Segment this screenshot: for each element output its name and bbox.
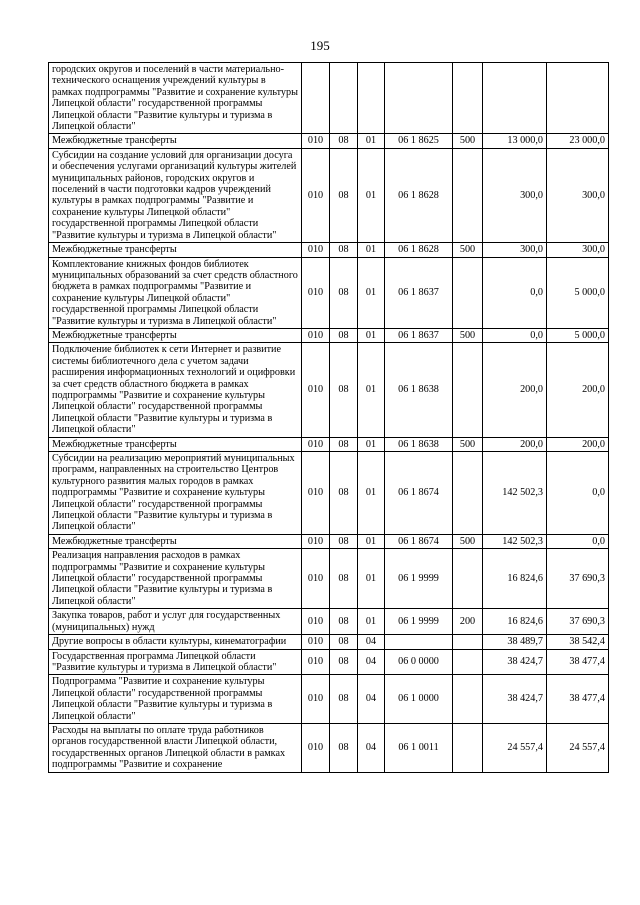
expense-type-cell: 200 (453, 609, 483, 635)
table-row (49, 437, 609, 451)
ministry-code-cell: 010 (302, 723, 330, 772)
ministry-code-cell: 010 (302, 649, 330, 675)
row-name-cell: Межбюджетные трансферты (49, 534, 302, 548)
expense-type-cell: 500 (453, 534, 483, 548)
table-row (49, 609, 609, 635)
section-code-cell: 08 (330, 243, 358, 257)
amount-year2-cell: 5 000,0 (547, 257, 609, 328)
ministry-code-cell: 010 (302, 343, 330, 437)
ministry-code-cell: 010 (302, 452, 330, 535)
expense-type-cell (453, 549, 483, 609)
subsection-code-cell: 01 (358, 549, 385, 609)
ministry-code-cell: 010 (302, 675, 330, 724)
amount-year1-cell: 300,0 (483, 148, 547, 242)
row-name-cell: Другие вопросы в области культуры, кинематографии (49, 635, 302, 649)
ministry-code-cell (302, 63, 330, 134)
ministry-code-cell: 010 (302, 635, 330, 649)
amount-year2-cell: 37 690,3 (547, 549, 609, 609)
subsection-code-cell: 04 (358, 649, 385, 675)
ministry-code-cell: 010 (302, 243, 330, 257)
amount-year1-cell: 142 502,3 (483, 534, 547, 548)
amount-year1-cell: 142 502,3 (483, 452, 547, 535)
amount-year1-cell (483, 63, 547, 134)
subsection-code-cell: 01 (358, 534, 385, 548)
amount-year1-cell: 38 489,7 (483, 635, 547, 649)
table-row (49, 649, 609, 675)
amount-year1-cell: 16 824,6 (483, 609, 547, 635)
expense-type-cell (453, 635, 483, 649)
row-name-cell: Межбюджетные трансферты (49, 243, 302, 257)
target-article-cell: 06 1 0011 (385, 723, 453, 772)
expense-type-cell (453, 257, 483, 328)
ministry-code-cell: 010 (302, 148, 330, 242)
subsection-code-cell: 01 (358, 148, 385, 242)
section-code-cell (330, 63, 358, 134)
expense-type-cell (453, 343, 483, 437)
amount-year1-cell: 300,0 (483, 243, 547, 257)
amount-year2-cell (547, 63, 609, 134)
row-name-cell: Межбюджетные трансферты (49, 328, 302, 342)
subsection-code-cell: 01 (358, 243, 385, 257)
table-row (49, 452, 609, 535)
expense-type-cell (453, 649, 483, 675)
table-row (49, 343, 609, 437)
section-code-cell: 08 (330, 452, 358, 535)
expense-type-cell (453, 675, 483, 724)
section-code-cell: 08 (330, 635, 358, 649)
section-code-cell: 08 (330, 609, 358, 635)
table-row (49, 723, 609, 772)
amount-year2-cell: 0,0 (547, 534, 609, 548)
expense-type-cell (453, 148, 483, 242)
target-article-cell: 06 1 8637 (385, 257, 453, 328)
expense-type-cell: 500 (453, 134, 483, 148)
row-name-cell: Реализация направления расходов в рамках подпрограммы "Развитие и сохранение культуры Липецкой области" государственной программы Липецкой области "Развитие культуры и туризма в Липецкой области" (49, 549, 302, 609)
amount-year2-cell: 300,0 (547, 243, 609, 257)
section-code-cell: 08 (330, 549, 358, 609)
target-article-cell: 06 1 8625 (385, 134, 453, 148)
section-code-cell: 08 (330, 649, 358, 675)
target-article-cell: 06 1 9999 (385, 609, 453, 635)
subsection-code-cell: 01 (358, 328, 385, 342)
expense-type-cell: 500 (453, 328, 483, 342)
target-article-cell (385, 635, 453, 649)
table-row (49, 549, 609, 609)
budget-table (48, 62, 609, 773)
row-name-cell: Подключение библиотек к сети Интернет и развитие системы библиотечного дела с учетом задачи расширения информационных технологий и оцифровки за счет средств областного бюджета в рамках подпрограммы "Развитие и сохранение культуры Липецкой области" государственной программы Липецкой области "Развитие культуры и туризма в Липецкой области" (49, 343, 302, 437)
row-name-cell: Субсидии на создание условий для организации досуга и обеспечения услугами организаций культуры жителей муниципальных районов, городских округов и поселений в части подготовки кадров учреждений культуры в рамках подпрограммы "Развитие и сохранение культуры Липецкой области" государственной программы Липецкой области "Развитие культуры и туризма в Липецкой области" (49, 148, 302, 242)
amount-year1-cell: 13 000,0 (483, 134, 547, 148)
table-row (49, 63, 609, 134)
target-article-cell: 06 0 0000 (385, 649, 453, 675)
section-code-cell: 08 (330, 675, 358, 724)
section-code-cell: 08 (330, 134, 358, 148)
ministry-code-cell: 010 (302, 549, 330, 609)
table-row (49, 635, 609, 649)
subsection-code-cell: 01 (358, 343, 385, 437)
target-article-cell: 06 1 8674 (385, 534, 453, 548)
target-article-cell: 06 1 8637 (385, 328, 453, 342)
amount-year2-cell: 5 000,0 (547, 328, 609, 342)
table-row (49, 675, 609, 724)
section-code-cell: 08 (330, 534, 358, 548)
amount-year2-cell: 300,0 (547, 148, 609, 242)
subsection-code-cell: 01 (358, 452, 385, 535)
target-article-cell: 06 1 9999 (385, 549, 453, 609)
subsection-code-cell: 04 (358, 675, 385, 724)
amount-year2-cell: 200,0 (547, 437, 609, 451)
target-article-cell: 06 1 0000 (385, 675, 453, 724)
table-row (49, 534, 609, 548)
target-article-cell: 06 1 8674 (385, 452, 453, 535)
target-article-cell (385, 63, 453, 134)
page-number: 195 (310, 38, 330, 53)
row-name-cell: Подпрограмма "Развитие и сохранение культуры Липецкой области" государственной программы Липецкой области "Развитие культуры и туризма в Липецкой области" (49, 675, 302, 724)
target-article-cell: 06 1 8628 (385, 243, 453, 257)
ministry-code-cell: 010 (302, 534, 330, 548)
amount-year2-cell: 23 000,0 (547, 134, 609, 148)
row-name-cell: Расходы на выплаты по оплате труда работников органов государственной власти Липецкой области, государственных органов Липецкой области в рамках подпрограммы "Развитие и сохранение (49, 723, 302, 772)
ministry-code-cell: 010 (302, 257, 330, 328)
table-row (49, 148, 609, 242)
expense-type-cell (453, 452, 483, 535)
table-row (49, 243, 609, 257)
amount-year1-cell: 0,0 (483, 257, 547, 328)
subsection-code-cell: 01 (358, 437, 385, 451)
section-code-cell: 08 (330, 343, 358, 437)
amount-year1-cell: 38 424,7 (483, 675, 547, 724)
table-row (49, 134, 609, 148)
section-code-cell: 08 (330, 257, 358, 328)
expense-type-cell: 500 (453, 243, 483, 257)
target-article-cell: 06 1 8638 (385, 343, 453, 437)
ministry-code-cell: 010 (302, 609, 330, 635)
row-name-cell: Межбюджетные трансферты (49, 437, 302, 451)
subsection-code-cell: 01 (358, 609, 385, 635)
expense-type-cell (453, 723, 483, 772)
amount-year2-cell: 24 557,4 (547, 723, 609, 772)
amount-year1-cell: 38 424,7 (483, 649, 547, 675)
amount-year2-cell: 38 542,4 (547, 635, 609, 649)
amount-year1-cell: 0,0 (483, 328, 547, 342)
table-row (49, 328, 609, 342)
ministry-code-cell: 010 (302, 437, 330, 451)
amount-year1-cell: 200,0 (483, 437, 547, 451)
row-name-cell: Закупка товаров, работ и услуг для государственных (муниципальных) нужд (49, 609, 302, 635)
section-code-cell: 08 (330, 148, 358, 242)
subsection-code-cell: 04 (358, 723, 385, 772)
section-code-cell: 08 (330, 328, 358, 342)
row-name-cell: Государственная программа Липецкой области "Развитие культуры и туризма в Липецкой области" (49, 649, 302, 675)
section-code-cell: 08 (330, 437, 358, 451)
expense-type-cell (453, 63, 483, 134)
row-name-cell: городских округов и поселений в части материально-технического оснащения учреждений культуры в рамках подпрограммы "Развитие и сохранение культуры Липецкой области" государственной программы Липецкой области "Развитие культуры и туризма в Липецкой области" (49, 63, 302, 134)
subsection-code-cell: 04 (358, 635, 385, 649)
amount-year2-cell: 200,0 (547, 343, 609, 437)
section-code-cell: 08 (330, 723, 358, 772)
amount-year1-cell: 24 557,4 (483, 723, 547, 772)
amount-year2-cell: 0,0 (547, 452, 609, 535)
table-body (49, 63, 609, 773)
row-name-cell: Субсидии на реализацию мероприятий муниципальных программ, направленных на строительство Центров культурного развития малых городов в рамках подпрограммы "Развитие и сохранение культуры Липецкой области" государственной программы Липецкой области "Развитие культуры и туризма в Липецкой области" (49, 452, 302, 535)
subsection-code-cell: 01 (358, 134, 385, 148)
ministry-code-cell: 010 (302, 328, 330, 342)
ministry-code-cell: 010 (302, 134, 330, 148)
amount-year2-cell: 38 477,4 (547, 649, 609, 675)
expense-type-cell: 500 (453, 437, 483, 451)
row-name-cell: Комплектование книжных фондов библиотек муниципальных образований за счет средств областного бюджета в рамках подпрограммы "Развитие и сохранение культуры Липецкой области" государственной программы Липецкой области "Развитие культуры и туризма в Липецкой области" (49, 257, 302, 328)
row-name-cell: Межбюджетные трансферты (49, 134, 302, 148)
target-article-cell: 06 1 8628 (385, 148, 453, 242)
amount-year1-cell: 16 824,6 (483, 549, 547, 609)
amount-year2-cell: 38 477,4 (547, 675, 609, 724)
table-row (49, 257, 609, 328)
subsection-code-cell (358, 63, 385, 134)
subsection-code-cell: 01 (358, 257, 385, 328)
amount-year1-cell: 200,0 (483, 343, 547, 437)
target-article-cell: 06 1 8638 (385, 437, 453, 451)
amount-year2-cell: 37 690,3 (547, 609, 609, 635)
